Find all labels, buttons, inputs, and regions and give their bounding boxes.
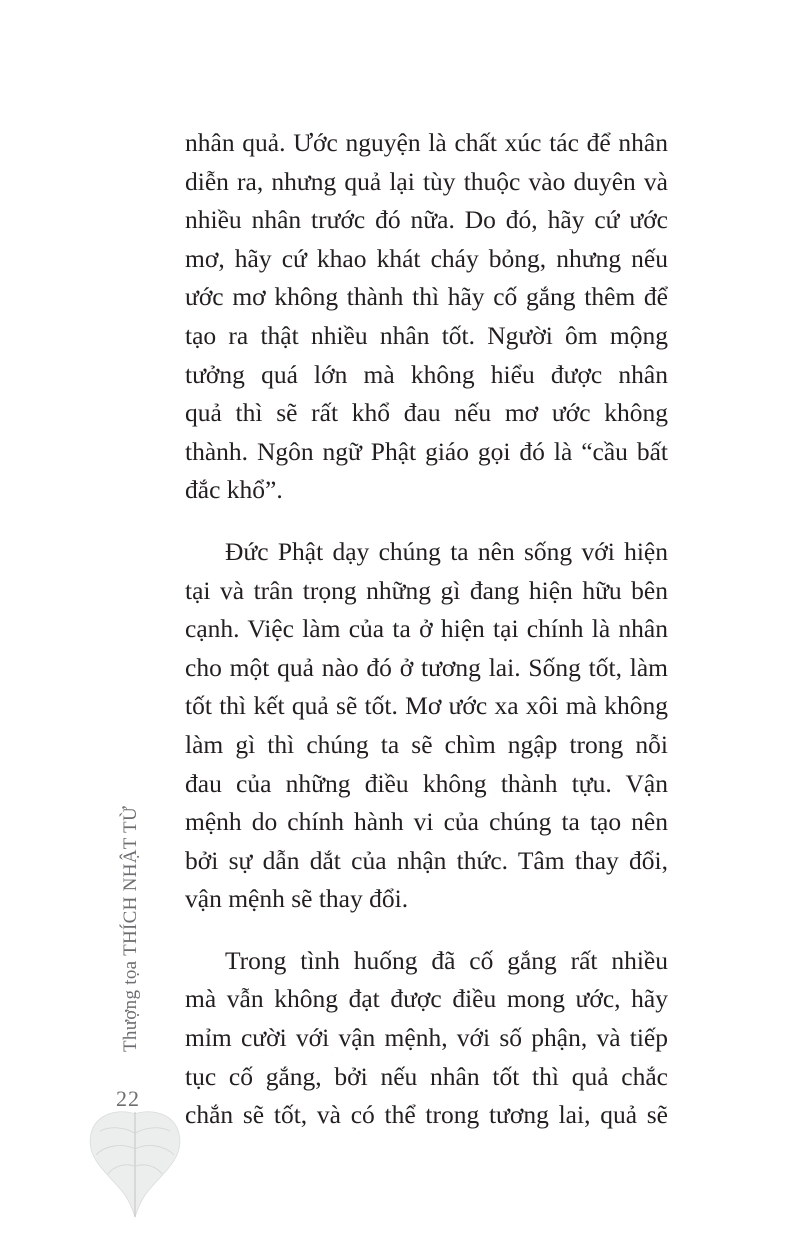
text-line: nhiều nhân trước đó nữa. Do đó, hãy cứ ước bbox=[185, 205, 668, 235]
text-line: vận mệnh sẽ thay đổi. bbox=[185, 884, 409, 914]
text-line: nhân quả. Ước nguyện là chất xúc tác để nhân bbox=[185, 128, 668, 157]
text-line: bởi sự dẫn dắt của nhận thức. Tâm thay đổi, bbox=[185, 845, 668, 875]
text-line: tại và trân trọng những gì đang hiện hữu bên bbox=[185, 575, 668, 605]
text-line: Đức Phật dạy chúng ta nên sống với hiện bbox=[225, 536, 668, 566]
text-line: tạo ra thật nhiều nhân tốt. Người ôm mộng bbox=[185, 320, 668, 350]
text-line: làm gì thì chúng ta sẽ chìm ngập trong nỗi bbox=[185, 729, 668, 759]
text-line: quả thì sẽ rất khổ đau nếu mơ ước không bbox=[185, 398, 668, 428]
text-line: tưởng quá lớn mà không hiểu được nhân bbox=[185, 359, 668, 389]
text-line: đau của những điều không thành tựu. Vận bbox=[185, 768, 668, 798]
bodhi-leaf-icon bbox=[86, 1106, 184, 1218]
text-line: Trong tình huống đã cố gắng rất nhiều bbox=[225, 945, 668, 975]
text-line: thành. Ngôn ngữ Phật giáo gọi đó là “cầu bất bbox=[185, 436, 668, 466]
text-line: mệnh do chính hành vi của chúng ta tạo nên bbox=[185, 807, 668, 837]
text-line: mơ, hãy cứ khao khát cháy bỏng, nhưng nếu bbox=[185, 243, 668, 273]
text-line: chắn sẽ tốt, và có thể trong tương lai, quả sẽ bbox=[185, 1100, 668, 1130]
paragraph-gap bbox=[185, 510, 668, 533]
text-line: tốt thì kết quả sẽ tốt. Mơ ước xa xôi mà không bbox=[185, 691, 668, 721]
text-line: cạnh. Việc làm của ta ở hiện tại chính là nhân bbox=[185, 614, 668, 644]
text-line: diễn ra, nhưng quả lại tùy thuộc vào duyên và bbox=[185, 166, 668, 196]
author-credit: Thượng tọa THÍCH NHẬT TỪ bbox=[120, 806, 141, 1052]
paragraph-gap bbox=[185, 919, 668, 942]
page-number: 22 bbox=[116, 1086, 140, 1111]
text-line: mỉm cười với vận mệnh, với số phận, và tiếp bbox=[185, 1023, 668, 1053]
text-line: cho một quả nào đó ở tương lai. Sống tốt, làm bbox=[185, 652, 668, 682]
text-line: mà vẫn không đạt được điều mong ước, hãy bbox=[185, 984, 668, 1014]
text-line: đắc khổ”. bbox=[185, 475, 283, 505]
body-text bbox=[185, 124, 668, 1135]
text-line: ước mơ không thành thì hãy cố gắng thêm để bbox=[185, 282, 668, 312]
text-line: tục cố gắng, bởi nếu nhân tốt thì quả chắc bbox=[185, 1061, 668, 1091]
